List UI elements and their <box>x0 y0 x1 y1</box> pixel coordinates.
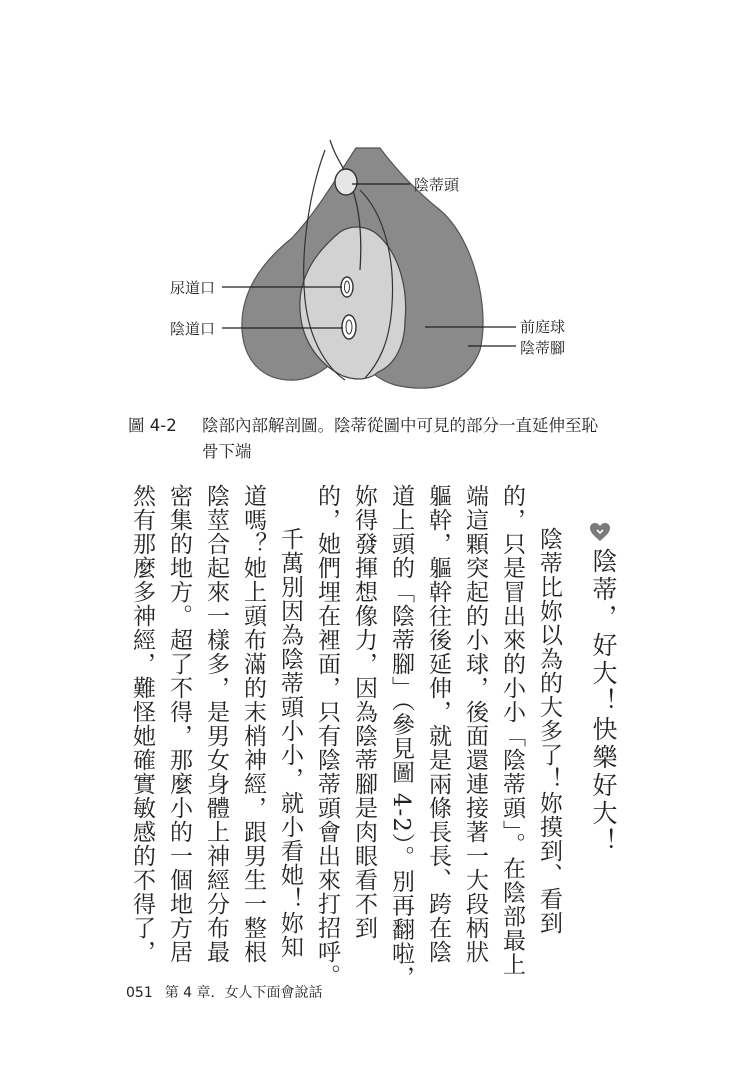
page-number: 051 <box>126 985 153 1001</box>
body-column-5: 道上頭的「陰蒂腳」（參見圖 4-2）。別再翻啦， <box>388 484 414 990</box>
urethral-opening-shape <box>341 277 353 297</box>
figure-caption <box>128 412 598 436</box>
figure-number: 圖 4-2 <box>128 416 177 435</box>
caption-line-1: 陰部內部解剖圖。陰蒂從圖中可見的部分一直延伸至恥 <box>202 416 598 435</box>
body-column-9: 道嗎？她上頭布滿的末梢神經，跟男生一整根 <box>240 484 266 964</box>
body-column-1: 陰蒂比妳以為的大多了！妳摸到、看到 <box>536 527 562 935</box>
chapter-title: 第 4 章．女人下面會說話 <box>164 985 323 1001</box>
body-column-11: 密集的地方。超了不得，那麼小的一個地方居 <box>166 484 192 964</box>
label-clitoris-head: 陰蒂頭 <box>414 176 460 194</box>
body-column-2: 的，只是冒出來的小小「陰蒂頭」。在陰部最上 <box>499 484 525 977</box>
page-footer <box>126 982 335 1002</box>
body-column-4: 軀幹，軀幹往後延伸，就是兩條長長、跨在陰 <box>425 484 451 964</box>
label-clitoral-crus: 陰蒂腳 <box>520 339 566 357</box>
body-column-10: 陰莖合起來一樣多，是男女身體上神經分布最 <box>203 484 229 964</box>
body-column-7: 的，她們埋在裡面，只有陰蒂頭會出來打招呼。 <box>314 484 340 988</box>
clitoris-head-shape <box>335 169 357 195</box>
body-column-8: 千萬別因為陰蒂頭小小，就小看她！妳知 <box>277 527 303 959</box>
label-urethral-opening: 尿道口 <box>170 279 216 297</box>
vaginal-opening-shape <box>342 315 356 339</box>
body-column-3: 端這顆突起的小球，後面還連接著一大段柄狀 <box>462 484 488 964</box>
caption-line-2: 骨下端 <box>202 442 252 461</box>
heart-icon <box>589 522 611 542</box>
section-heading: 陰蒂，好大！快樂好大！ <box>589 548 618 856</box>
label-vestibular-bulb: 前庭球 <box>520 318 566 336</box>
anatomy-illustration <box>0 0 750 400</box>
label-vaginal-opening: 陰道口 <box>170 320 216 338</box>
body-column-12: 然有那麼多神經，難怪她確實敏感的不得了， <box>129 484 155 964</box>
body-column-6: 妳得發揮想像力，因為陰蒂腳是肉眼看不到 <box>351 484 377 940</box>
